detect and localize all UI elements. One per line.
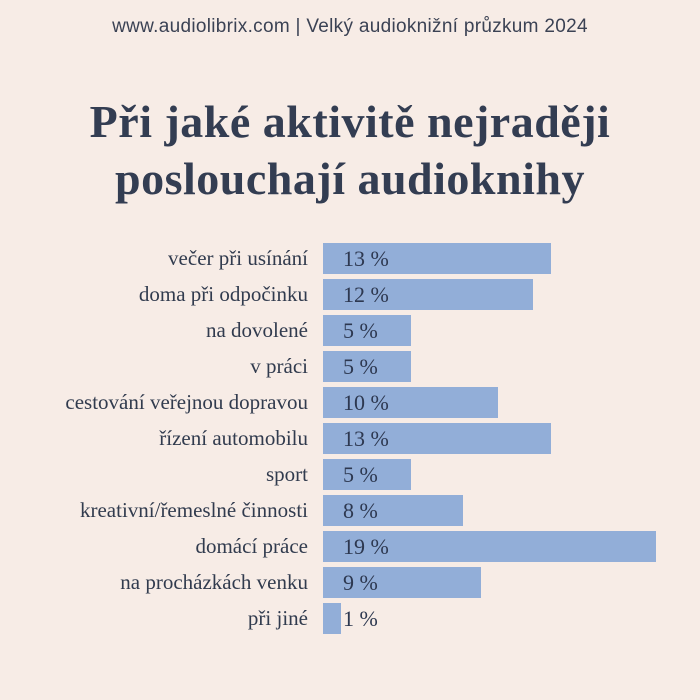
chart-row: [0, 351, 700, 382]
bar-area: [323, 531, 700, 562]
bar-area: [323, 387, 700, 418]
value-label: 10 %: [343, 390, 389, 415]
bar-area: [323, 495, 700, 526]
bar-chart: [0, 243, 700, 634]
category-label: doma při odpočinku: [138, 282, 308, 306]
page-title: [0, 93, 700, 207]
bar-area: [323, 459, 700, 490]
value-label: 5 %: [343, 462, 378, 487]
value-label: 19 %: [343, 534, 389, 559]
category-label: domácí práce: [195, 534, 308, 558]
value-label: 13 %: [343, 426, 389, 451]
bar-area: [323, 423, 700, 454]
bar-area: [323, 351, 700, 382]
chart-row: [0, 567, 700, 598]
category-label: v práci: [250, 354, 308, 378]
chart-row: [0, 495, 700, 526]
title-line-1: Při jaké aktivitě nejraději: [89, 96, 611, 147]
bar: [323, 603, 341, 634]
category-label: kreativní/řemeslné činnosti: [79, 498, 308, 522]
category-label: cestování veřejnou dopravou: [65, 390, 308, 414]
value-label: 8 %: [343, 498, 378, 523]
bar-area: [323, 243, 700, 274]
value-label: 1 %: [343, 606, 378, 631]
category-label: na procházkách venku: [120, 570, 308, 594]
header-text: www.audiolibrix.com | Velký audioknižní průzkum 2024: [112, 16, 588, 37]
value-label: 9 %: [343, 570, 378, 595]
bar-area: [323, 603, 700, 634]
category-label: při jiné: [247, 606, 308, 630]
bar-area: [323, 279, 700, 310]
value-label: 12 %: [343, 282, 389, 307]
chart-row: [0, 387, 700, 418]
category-label: na dovolené: [205, 318, 308, 342]
bar-area: [323, 567, 700, 598]
chart-row: [0, 603, 700, 634]
chart-row: [0, 315, 700, 346]
chart-row: [0, 243, 700, 274]
value-label: 5 %: [343, 318, 378, 343]
category-label: večer při usínání: [168, 246, 308, 270]
header-bar: [0, 0, 700, 38]
bar-area: [323, 315, 700, 346]
value-label: 13 %: [343, 246, 389, 271]
value-label: 5 %: [343, 354, 378, 379]
title-line-2: poslouchají audioknihy: [115, 153, 585, 204]
chart-row: [0, 531, 700, 562]
category-label: sport: [266, 462, 308, 486]
chart-row: [0, 459, 700, 490]
chart-row: [0, 279, 700, 310]
category-label: řízení automobilu: [159, 426, 308, 450]
chart-row: [0, 423, 700, 454]
